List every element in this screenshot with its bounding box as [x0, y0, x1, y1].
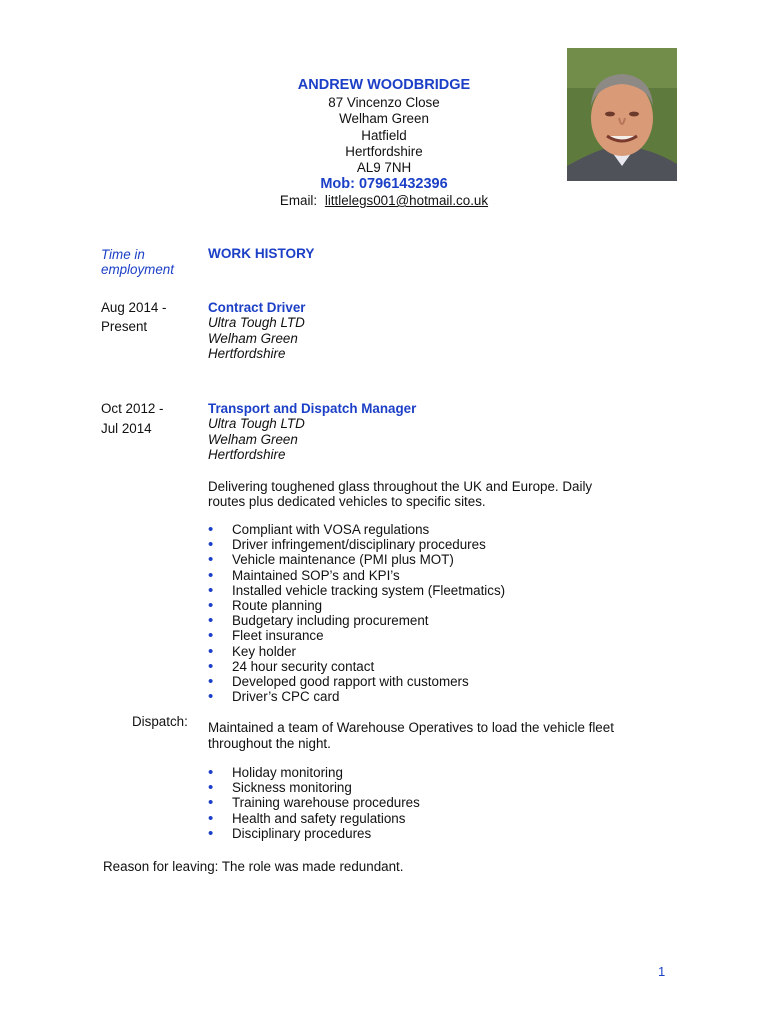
- job2-dates-to: Jul 2014: [101, 421, 152, 436]
- list-item: • Driver infringement/disciplinary procedures: [208, 537, 505, 552]
- job2-county: Hertfordshire: [208, 447, 286, 462]
- job2-company: Ultra Tough LTD: [208, 416, 305, 431]
- list-item: • Budgetary including procurement: [208, 613, 505, 628]
- work-history-heading: WORK HISTORY: [208, 246, 315, 261]
- list-item: • Disciplinary procedures: [208, 826, 420, 841]
- job1-place: Welham Green: [208, 331, 298, 346]
- job2-description-line-2: routes plus dedicated vehicles to specific sites.: [208, 494, 486, 509]
- address-line-2: Welham Green: [339, 111, 429, 126]
- dispatch-description-line-2: throughout the night.: [208, 736, 331, 751]
- email-label: Email:: [279, 193, 318, 208]
- time-in-employment-label-2: employment: [101, 262, 174, 277]
- list-item: • Maintained SOP’s and KPI’s: [208, 568, 505, 583]
- time-in-employment-label-1: Time in: [101, 247, 145, 262]
- address-line-4: Hertfordshire: [345, 144, 423, 159]
- list-item: • Developed good rapport with customers: [208, 674, 505, 689]
- job1-company: Ultra Tough LTD: [208, 315, 305, 330]
- list-item: • Installed vehicle tracking system (Fleetmatics): [208, 583, 505, 598]
- email-link[interactable]: littlelegs001@hotmail.co.uk: [324, 193, 489, 208]
- list-item: • Key holder: [208, 644, 505, 659]
- list-item: • Sickness monitoring: [208, 780, 420, 795]
- email-line: [0, 193, 768, 209]
- address-postcode: AL9 7NH: [356, 160, 412, 175]
- list-item: • Health and safety regulations: [208, 811, 420, 826]
- list-item: • Driver’s CPC card: [208, 689, 505, 704]
- candidate-name: ANDREW WOODBRIDGE: [297, 77, 471, 93]
- job2-place: Welham Green: [208, 432, 298, 447]
- job1-county: Hertfordshire: [208, 346, 286, 361]
- address-line-3: Hatfield: [361, 128, 407, 143]
- list-item: • Compliant with VOSA regulations: [208, 522, 505, 537]
- job1-dates-to: Present: [101, 319, 148, 334]
- page-number: 1: [658, 964, 666, 979]
- list-item: • Training warehouse procedures: [208, 795, 420, 810]
- address-line-1: 87 Vincenzo Close: [328, 95, 440, 110]
- job2-title: Transport and Dispatch Manager: [208, 401, 417, 416]
- job1-title: Contract Driver: [208, 300, 306, 315]
- dispatch-duties-list: [208, 765, 420, 841]
- list-item: • Holiday monitoring: [208, 765, 420, 780]
- job2-description-line-1: Delivering toughened glass throughout the UK and Europe. Daily: [208, 479, 593, 494]
- list-item: • 24 hour security contact: [208, 659, 505, 674]
- job2-dates-from: Oct 2012 -: [101, 401, 164, 416]
- job1-dates-from: Aug 2014 -: [101, 300, 167, 315]
- list-item: • Route planning: [208, 598, 505, 613]
- list-item: • Vehicle maintenance (PMI plus MOT): [208, 552, 505, 567]
- list-item: • Fleet insurance: [208, 628, 505, 643]
- dispatch-label: Dispatch:: [132, 714, 188, 729]
- reason-for-leaving: Reason for leaving: The role was made redundant.: [103, 859, 404, 874]
- mobile-number: Mob: 07961432396: [320, 176, 448, 192]
- dispatch-description-line-1: Maintained a team of Warehouse Operatives to load the vehicle fleet: [208, 720, 614, 735]
- job2-duties-list: [208, 522, 505, 704]
